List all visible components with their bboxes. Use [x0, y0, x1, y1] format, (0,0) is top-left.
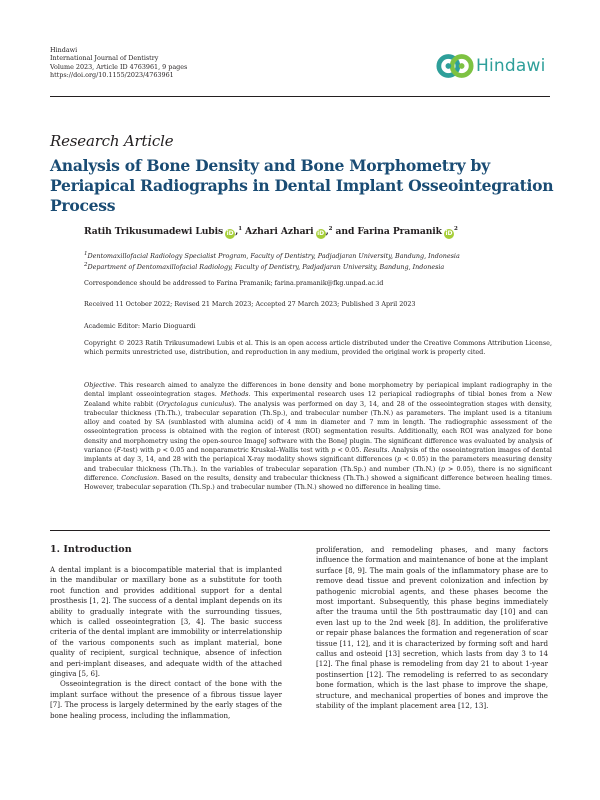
logo-wordmark: Hindawi	[476, 56, 546, 76]
body-column-right	[316, 545, 548, 712]
author-list: Ratih Trikusumadewi Lubis iD ,$^1$ Azhari Azhari iD ,$^2$ and Farina Pramanik $iD^2$	[84, 226, 458, 238]
correspondence: Correspondence should be addressed to Farina Pramanik; farina.pramanik@fkg.unpad.ac.id	[84, 279, 384, 287]
abstract-divider	[50, 530, 550, 531]
article-title: Analysis of Bone Density and Bone Morphometry by Periapical Radiographs in Dental Implant Osseointegration Process	[50, 156, 554, 215]
hindawi-logo-icon	[436, 48, 474, 84]
body-paragraph: A dental implant is a biocompatible material that is implanted in the mandibular or maxillary bone as a substitute for tooth root function and provides additional support for a dental prosthesis [1, 2]. The success of a dental implant depends on its ability to gradually integrate with the surrounding tissues, which is called osseointegration [3, 4]. The basic success criteria of the dental implant are immobility or interrelationship of the various components such as implant material, bone quality of recipient, surgical technique, absence of infection and peri-implant diseases, and adequate width of the attached gingiva [5, 6].	[50, 565, 282, 679]
abstract: Objective. This research aimed to analyze the differences in bone density and bone morphometry by periapical implant radiography in the dental implant osseointegration stages. Methods. This experimental research uses 12 periapical radiographs of tibial bones from a New Zealand white rabbit (Oryctolagus cuniculus). The analysis was performed on day 3, 14, and 28 of the osseointegration stages with density, trabecular thickness (Th.Th.), trabecular separation (Th.Sp.), and trabecular number (Th.N.) as parameters. The implant used is a titanium alloy and coated by SA (sunblasted with alumina acid) of 4 mm in diameter and 7 mm in length. The radiographic assessment of the osseointegration process is obtained with the region of interest (ROI) segmentation results. Additionally, each ROI was analyzed for bone density and morphometry using the open-source ImageJ software with the BoneJ plugin. The significant difference was evaluated by analysis of variance (F-test) with p < 0.05 and nonparametric Kruskal–Wallis test with p < 0.05. Results. Analysis of the osseointegration images of dental implants at day 3, 14, and 28 with the periapical X-ray modality shows significant differences (p < 0.05) in the parameters measuring density and trabecular thickness (Th.Th.). In the variables of trabecular separation (Th.Sp.) and number (Th.N.) (p > 0.05), there is no significant difference. Conclusion. Based on the results, density and trabecular thickness (Th.Th.) showed a significant difference between healing times. However, trabecular separation (Th.Sp.) and trabecular number (Th.N.) showed no difference in healing time.	[84, 381, 553, 492]
journal-meta	[50, 46, 187, 80]
author-name: Azhari Azhari	[245, 226, 314, 238]
orcid-icon[interactable]: iD	[445, 230, 453, 238]
body-paragraph: Osseointegration is the direct contact of the bone with the implant surface without the presence of a fibrous tissue layer [7]. The process is largely determined by the early stages of the bone healing process, including the inflammation,	[50, 679, 282, 720]
body-column-left	[50, 565, 282, 721]
volume-info: Volume 2023, Article ID 4763961, 9 pages	[50, 62, 188, 71]
author-name: Farina Pramanik	[357, 226, 442, 238]
header-divider	[50, 96, 550, 97]
orcid-icon[interactable]: iD	[317, 230, 324, 238]
article-dates: Received 11 October 2022; Revised 21 March 2023; Accepted 27 March 2023; Published 3 April 2023	[84, 300, 416, 308]
journal-name: International Journal of Dentistry	[50, 54, 159, 63]
affiliation-item: $^2$Department of Dentomaxillofacial Radiology, Faculty of Dentistry, Padjadjaran University, Bandung, Indonesia	[84, 262, 445, 272]
hindawi-logo[interactable]	[436, 47, 556, 85]
author-name: Ratih Trikusumadewi Lubis	[84, 226, 224, 238]
orcid-icon[interactable]: iD	[226, 230, 234, 238]
section-heading: 1. Introduction	[50, 544, 132, 555]
affiliation-item: $^1$Dentomaxillofacial Radiology Specialist Program, Faculty of Dentistry, Padjadjaran University, Bandung, Indonesia	[84, 251, 460, 261]
affiliations	[84, 250, 552, 273]
copyright-notice: Copyright © 2023 Ratih Trikusumadewi Lubis et al. This is an open access article distributed under the Creative Commons Attribution License, which permits unrestricted use, distribution, and reproduction in any medium, provided the original work is properly cited.	[84, 339, 552, 357]
article-type: Research Article	[50, 132, 174, 150]
doi-link[interactable]: https://doi.org/10.1155/2023/4763961	[50, 71, 174, 80]
academic-editor: Academic Editor: Mario Dioguardi	[84, 322, 196, 330]
body-paragraph: proliferation, and remodeling phases, and many factors influence the formation and maintenance of bone at the implant surface [8, 9]. The main goals of the inflammatory phase are to remove dead tissue and prevent colonization and infection by pathogenic microbial agents, and these phases become the most important. Subsequently, this phase begins immediately after the trauma until the 5th posttraumatic day [10] and can even last up to the 2nd week [8]. In addition, the proliferative or repair phase balances the formation and regeneration of scar tissue [11, 12], and it is characterized by forming soft and hard callus and osteoid [13] secretion, which lasts from day 3 to 14 [12]. The final phase is remodeling from day 21 to about 1-year postinsertion [12]. The remodeling is referred to as secondary bone formation, which is the last phase to improve the shape, structure, and mechanical properties of bones and improve the stability of the implant placement area [12, 13].	[316, 545, 548, 711]
publisher-name: Hindawi	[50, 46, 78, 54]
